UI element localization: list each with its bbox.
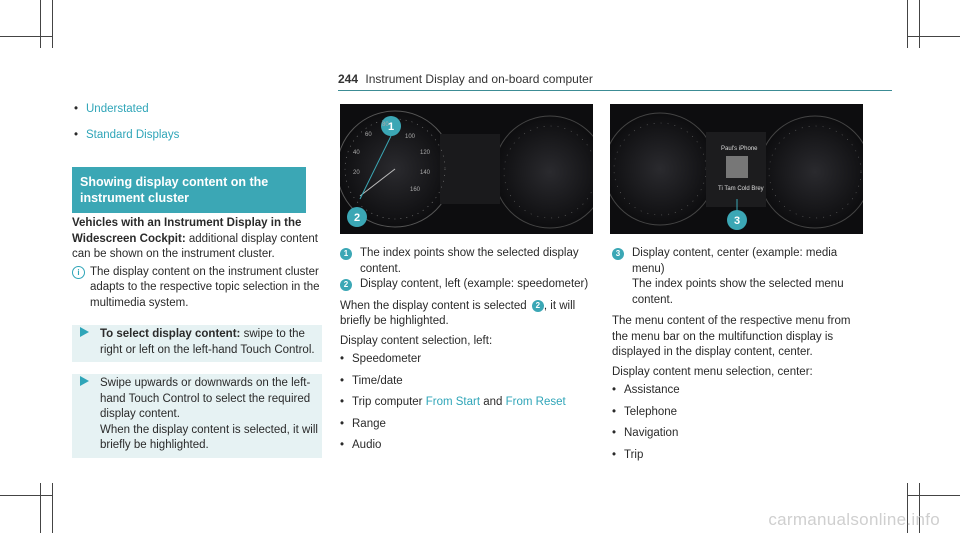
crop-mark: [52, 0, 53, 48]
step-label: To select display content:: [100, 328, 241, 340]
trip-label: Trip computer: [352, 396, 423, 408]
arrow-right-icon: [80, 327, 89, 337]
list-title: Display content selection, left:: [340, 334, 493, 347]
note-text: The display content on the instrument cluster adapts to the respective topic selection in the multimedia system.: [90, 265, 320, 309]
gauge-tick: 100: [405, 134, 416, 140]
list-item: • Speedometer: [340, 352, 595, 368]
list-item: • Trip: [612, 448, 867, 464]
step-text: swipe to the right or left on the left-hand Touch Control.: [100, 328, 315, 356]
selection-paragraph: [340, 299, 595, 330]
crop-mark: [52, 483, 53, 533]
legend-item-1: [340, 246, 595, 277]
list-item: • Navigation: [612, 426, 867, 442]
cluster-illustration: [340, 104, 593, 234]
callout-3: 3: [733, 215, 741, 227]
legend-item-2: [340, 277, 595, 293]
callout-3: 3: [612, 248, 624, 260]
selection-text: When the display content is selected: [340, 299, 527, 312]
info-icon: i: [72, 266, 85, 279]
column-right: [612, 246, 867, 469]
callout-2: 2: [340, 279, 352, 291]
gauge-tick: 140: [420, 170, 431, 176]
link-from-reset[interactable]: From Reset: [505, 396, 566, 408]
list-item[interactable]: [72, 102, 322, 118]
callout-2: 2: [353, 212, 361, 224]
step-swipe: [72, 374, 322, 458]
crop-mark: [907, 36, 960, 37]
callout-1: 1: [340, 248, 352, 260]
gauge-tick: 120: [420, 150, 431, 156]
callout-1: 1: [387, 121, 395, 133]
cluster-image-center: [610, 104, 863, 234]
selection-list: [340, 352, 595, 454]
vehicle-label: Vehicles with an Instrument Display in the Widescreen Cockpit:: [72, 217, 302, 245]
note: [72, 265, 322, 312]
cluster-illustration: [610, 104, 863, 234]
gauge-tick: 60: [365, 132, 372, 138]
screen-track: Ti Tam Cold Brey: [718, 186, 764, 192]
page-header: [338, 72, 593, 88]
list-item: • Time/date: [340, 374, 595, 390]
legend-text: The index points show the selected display content.: [360, 247, 579, 275]
crop-mark: [0, 495, 52, 496]
list-item: • Telephone: [612, 405, 867, 421]
crop-mark: [40, 0, 41, 48]
section-title: Showing display content on the instrument cluster: [72, 167, 306, 213]
list-item: • Assistance: [612, 383, 867, 399]
link-standard-displays[interactable]: Standard Displays: [86, 128, 180, 141]
page-number: 244: [338, 72, 359, 86]
column-left: [72, 102, 322, 458]
list-item: [340, 395, 595, 411]
step-text: Swipe upwards or downwards on the left-hand Touch Control to select the required display content.: [100, 377, 311, 420]
arrow-right-icon: [80, 376, 89, 386]
list-item: • Audio: [340, 438, 595, 454]
page-title: Instrument Display and on-board computer: [365, 72, 593, 86]
screen-title: Paul's iPhone: [721, 146, 758, 152]
crop-mark: [0, 36, 52, 37]
menu-list: [612, 383, 867, 463]
menu-paragraph: The menu content of the respective menu from the menu bar on the multifunction display is displayed in the display content, center.: [612, 315, 851, 358]
callout-2: 2: [532, 300, 544, 312]
vehicle-paragraph: [72, 216, 322, 263]
legend-text: Display content, left (example: speedometer): [360, 278, 589, 290]
trip-and: and: [483, 396, 503, 408]
gauge-tick: 20: [353, 170, 360, 176]
vehicle-text: additional display content can be shown on the instrument cluster.: [72, 232, 319, 260]
step-result: When the display content is selected, it will briefly be highlighted.: [100, 423, 318, 451]
crop-mark: [40, 483, 41, 533]
header-rule: [338, 90, 892, 91]
crop-mark: [919, 0, 920, 48]
cluster-image-left: [340, 104, 593, 234]
list-title: Display content menu selection, center:: [612, 365, 813, 378]
legend-item-3: [612, 246, 867, 308]
watermark: carmanualsonline.info: [768, 509, 940, 529]
link-from-start[interactable]: From Start: [425, 396, 481, 408]
crop-mark: [907, 0, 908, 48]
gauge-tick: 40: [353, 150, 360, 156]
list-item[interactable]: [72, 128, 322, 144]
crop-mark: [907, 495, 960, 496]
step-select: [72, 325, 322, 362]
column-middle: [340, 246, 595, 460]
legend-text: Display content, center (example: media menu): [632, 247, 838, 275]
gauge-tick: 160: [410, 187, 421, 193]
link-understated[interactable]: Understated: [86, 103, 149, 115]
legend-text-sub: The index points show the selected menu content.: [632, 278, 844, 306]
selection-text-end: , it will briefly be highlighted.: [340, 299, 576, 327]
gauge-tick: 80: [382, 122, 389, 128]
list-item: • Range: [340, 417, 595, 433]
